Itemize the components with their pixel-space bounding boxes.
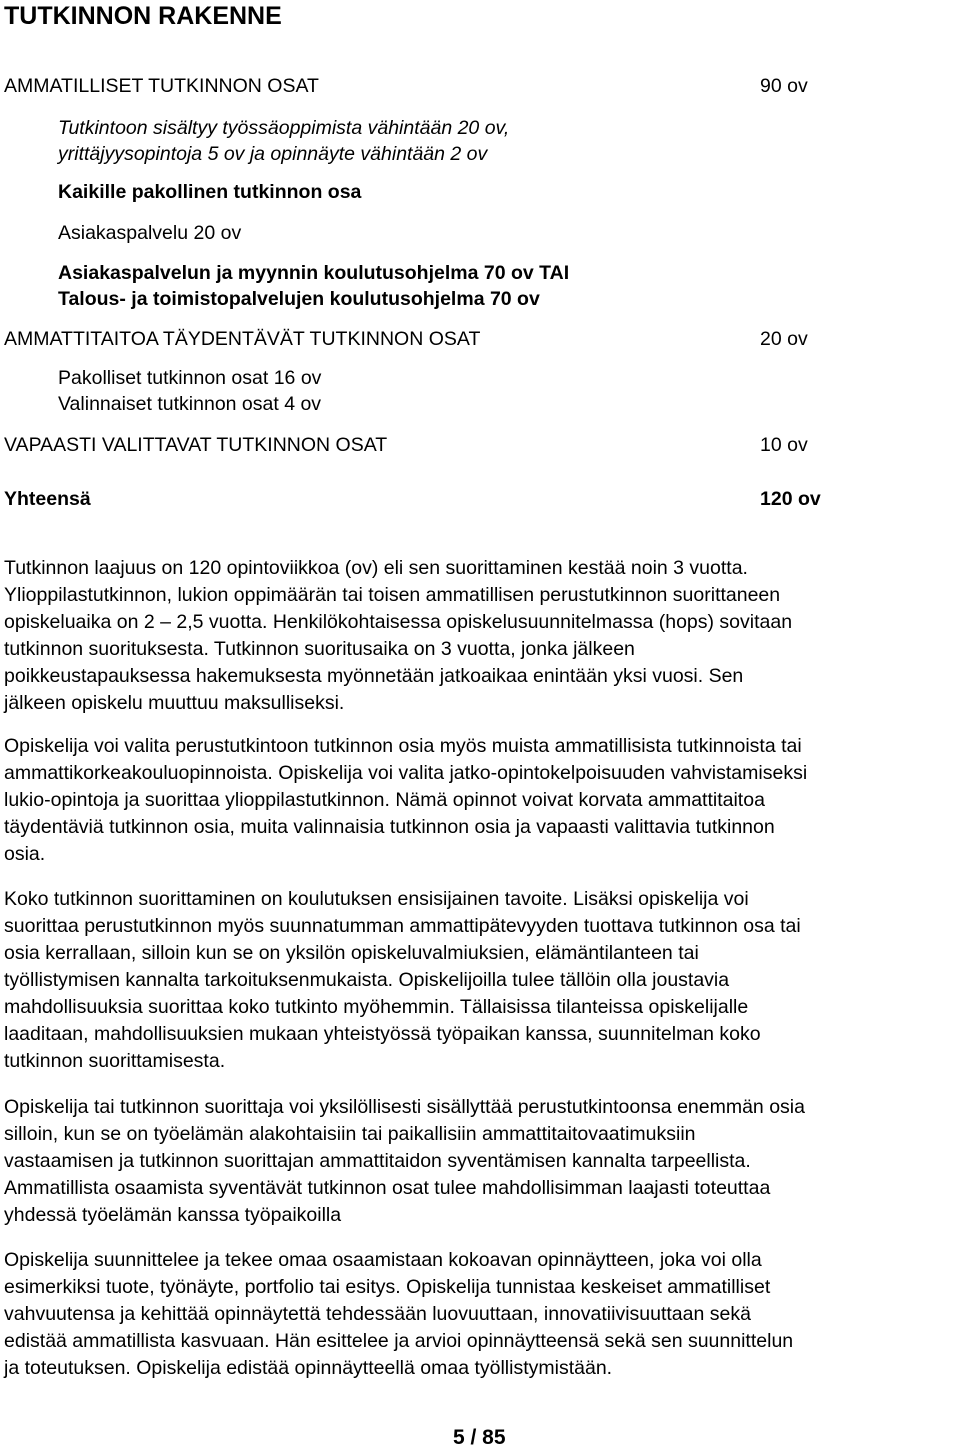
text-line: Koko tutkinnon suorittaminen on koulutuksen ensisijainen tavoite. Lisäksi opiskelija voi	[4, 888, 749, 910]
text-line: ja toteutuksen. Opiskelija edistää opinnäytteellä omaa työllistymistään.	[4, 1357, 613, 1379]
paragraph-deepening	[4, 1094, 956, 1229]
text-line: vahvuutensa ja kehittää opinnäytettä tehdessään luovuuttaan, innovatiivisuuttaan sekä	[4, 1303, 751, 1325]
text-line: poikkeustapauksessa hakemuksesta myönnetään jatkoaikaa enintään yksi vuosi. Sen	[4, 665, 744, 687]
text-line: Ammatillista osaamista syventävät tutkinnon osat tulee mahdollisimman laajasti toteuttaa	[4, 1177, 771, 1199]
text-line: vastaamisen ja tutkinnon suorittajan ammattitaidon syventämisen kannalta tarpeellista.	[4, 1150, 751, 1172]
text-line: lukio-opintoja ja suorittaa ylioppilastutkinnon. Nämä opinnot voivat korvata ammattitaitoa	[4, 789, 765, 811]
text-line: tutkinnon suorituksesta. Tutkinnon suoritusaika on 3 vuotta, jonka jälkeen	[4, 638, 635, 660]
free-choice-heading: VAPAASTI VALITTAVAT TUTKINNON OSAT	[4, 434, 388, 456]
complementary-heading: AMMATTITAITOA TÄYDENTÄVÄT TUTKINNON OSAT	[4, 328, 481, 350]
text-line: suorittaa perustutkinnon myös suunnatumman ammattipätevyyden tuottava tutkinnon osa tai	[4, 915, 801, 937]
text-line: ammattikorkeakouluopinnoista. Opiskelija voi valita jatko-opintokelpoisuuden vahvistamiseksi	[4, 762, 808, 784]
text-line: työllistymisen kannalta tarkoituksenmukaista. Opiskelijoilla tulee tällöin olla joustavia	[4, 969, 730, 991]
text-line: silloin, kun se on työelämän alakohtaisiin tai paikallisiin ammattitaitovaatimuksiin	[4, 1123, 696, 1145]
paragraph-completion	[4, 886, 956, 1075]
text-line: täydentäviä tutkinnon osia, muita valinnaisia tutkinnon osia ja vapaasti valittavia tutkinnon	[4, 816, 775, 838]
page-number: 5 / 85	[453, 1426, 506, 1449]
total-label: Yhteensä	[4, 488, 91, 510]
text-line: Tutkinnon laajuus on 120 opintoviikkoa (ov) eli sen suorittaminen kestää noin 3 vuotta.	[4, 557, 748, 579]
text-line: tutkinnon suorittamisesta.	[4, 1050, 226, 1072]
text-line: Opiskelija tai tutkinnon suorittaja voi yksilöllisesti sisällyttää perustutkintoonsa enemmän osia	[4, 1096, 805, 1118]
paragraph-other-studies	[4, 733, 956, 868]
program-line1: Asiakaspalvelun ja myynnin koulutusohjelma 70 ov TAI	[58, 262, 570, 284]
vocational-note-line2: yrittäjyysopintoja 5 ov ja opinnäyte vähintään 2 ov	[58, 143, 488, 165]
page-title: TUTKINNON RAKENNE	[4, 2, 282, 30]
vocational-heading: AMMATILLISET TUTKINNON OSAT	[4, 75, 319, 97]
complementary-credits: 20 ov	[760, 328, 808, 350]
text-line: Opiskelija suunnittelee ja tekee omaa osaamistaan kokoavan opinnäytteen, joka voi olla	[4, 1249, 762, 1271]
text-line: laaditaan, mahdollisuuksien mukaan yhteistyössä työpaikan kanssa, suunnitelman koko	[4, 1023, 761, 1045]
text-line: jälkeen opiskelu muuttuu maksulliseksi.	[4, 692, 345, 714]
mandatory-item: Asiakaspalvelu 20 ov	[58, 222, 242, 244]
vocational-note-line1: Tutkintoon sisältyy työssäoppimista vähintään 20 ov,	[58, 117, 510, 139]
free-choice-credits: 10 ov	[760, 434, 808, 456]
complementary-item1: Pakolliset tutkinnon osat 16 ov	[58, 367, 322, 389]
total-credits: 120 ov	[760, 488, 821, 510]
text-line: Ylioppilastutkinnon, lukion oppimäärän tai toisen ammatillisen perustutkinnon suorittaneen	[4, 584, 781, 606]
text-line: edistää ammatillista kasvuaan. Hän esittelee ja arvioi opinnäytteensä sekä sen suunnittelun	[4, 1330, 794, 1352]
vocational-credits: 90 ov	[760, 75, 808, 97]
paragraph-thesis	[4, 1247, 956, 1382]
mandatory-heading: Kaikille pakollinen tutkinnon osa	[58, 181, 362, 203]
text-line: opiskeluaika on 2 – 2,5 vuotta. Henkilökohtaisessa opiskelusuunnitelmassa (hops) sovitaan	[4, 611, 793, 633]
text-line: osia kerrallaan, silloin kun se on yksilön opiskeluvalmiuksien, elämäntilanteen tai	[4, 942, 699, 964]
text-line: Opiskelija voi valita perustutkintoon tutkinnon osia myös muista ammatillisista tutkinnoista tai	[4, 735, 802, 757]
text-line: mahdollisuuksia suorittaa koko tutkinto myöhemmin. Tällaisissa tilanteissa opiskelijalle	[4, 996, 749, 1018]
text-line: osia.	[4, 843, 46, 865]
text-line: yhdessä työelämän kanssa työpaikoilla	[4, 1204, 342, 1226]
complementary-item2: Valinnaiset tutkinnon osat 4 ov	[58, 393, 322, 415]
program-line2: Talous- ja toimistopalvelujen koulutusohjelma 70 ov	[58, 288, 540, 310]
text-line: esimerkiksi tuote, työnäyte, portfolio tai esitys. Opiskelija tunnistaa keskeiset ammatilliset	[4, 1276, 771, 1298]
paragraph-duration	[4, 555, 956, 717]
